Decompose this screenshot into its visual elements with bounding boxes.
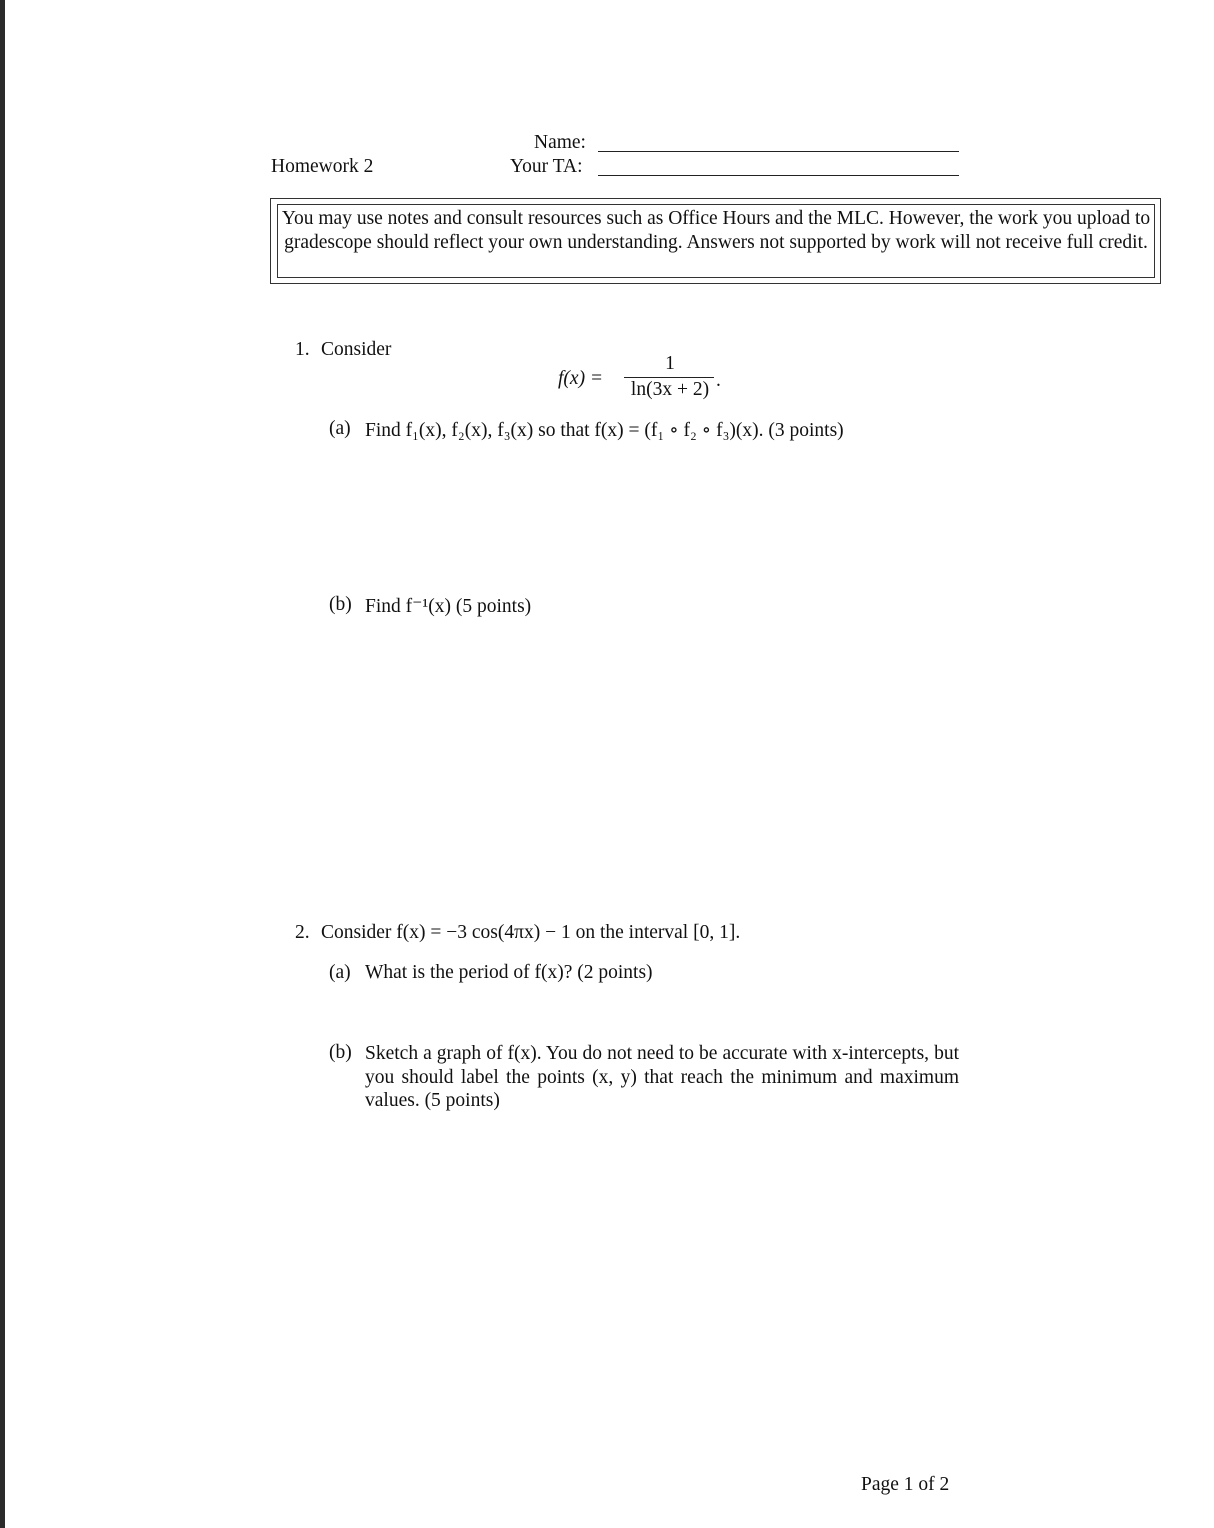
q1b-text: Find f⁻¹(x) (5 points) (365, 596, 532, 617)
q2b-text: Sketch a graph of f(x). You do not need to be accurate with x-intercepts, but you should label the points (x, y) that reach the minimum and maximum values. (5 points) (365, 1043, 959, 1111)
q1-number: 1. (295, 339, 310, 360)
q2a-label: (a) (329, 962, 351, 983)
q2b-label: (b) (329, 1042, 352, 1063)
q1-formula-numerator: 1 (665, 353, 675, 374)
left-edge-bar (0, 0, 5, 1528)
q2-intro: Consider f(x) = −3 cos(4πx) − 1 on the interval [0, 1]. (321, 922, 741, 943)
q1a-label: (a) (329, 418, 351, 439)
ta-label: Your TA: (510, 156, 583, 177)
q1b-label: (b) (329, 594, 352, 615)
name-label: Name: (534, 132, 586, 153)
ta-field-line[interactable] (598, 175, 959, 176)
page-number: Page 1 of 2 (861, 1474, 950, 1495)
notice-box (277, 204, 1155, 278)
q1-formula-period: . (716, 370, 721, 391)
q1a-text: Find f₁(x), f₂(x), f₃(x) so that f(x) = (f₁ ∘ f₂ ∘ f₃)(x). (3 points) (365, 420, 844, 441)
name-field-line[interactable] (598, 151, 959, 152)
q1-formula-fraction (620, 352, 720, 402)
notice-text: You may use notes and consult resources such as Office Hours and the MLC. However, the work you upload to gradescope should reflect your own understanding. Answers not supported by work will not receive full credit. (281, 208, 1151, 253)
course-title: Homework 2 (271, 156, 374, 177)
q2a-text: What is the period of f(x)? (2 points) (365, 962, 653, 983)
q1-formula-denominator: ln(3x + 2) (630, 379, 710, 400)
q2-number: 2. (295, 922, 310, 943)
q1-formula-lhs: f(x) = (558, 368, 604, 389)
q1-intro: Consider (321, 339, 392, 360)
